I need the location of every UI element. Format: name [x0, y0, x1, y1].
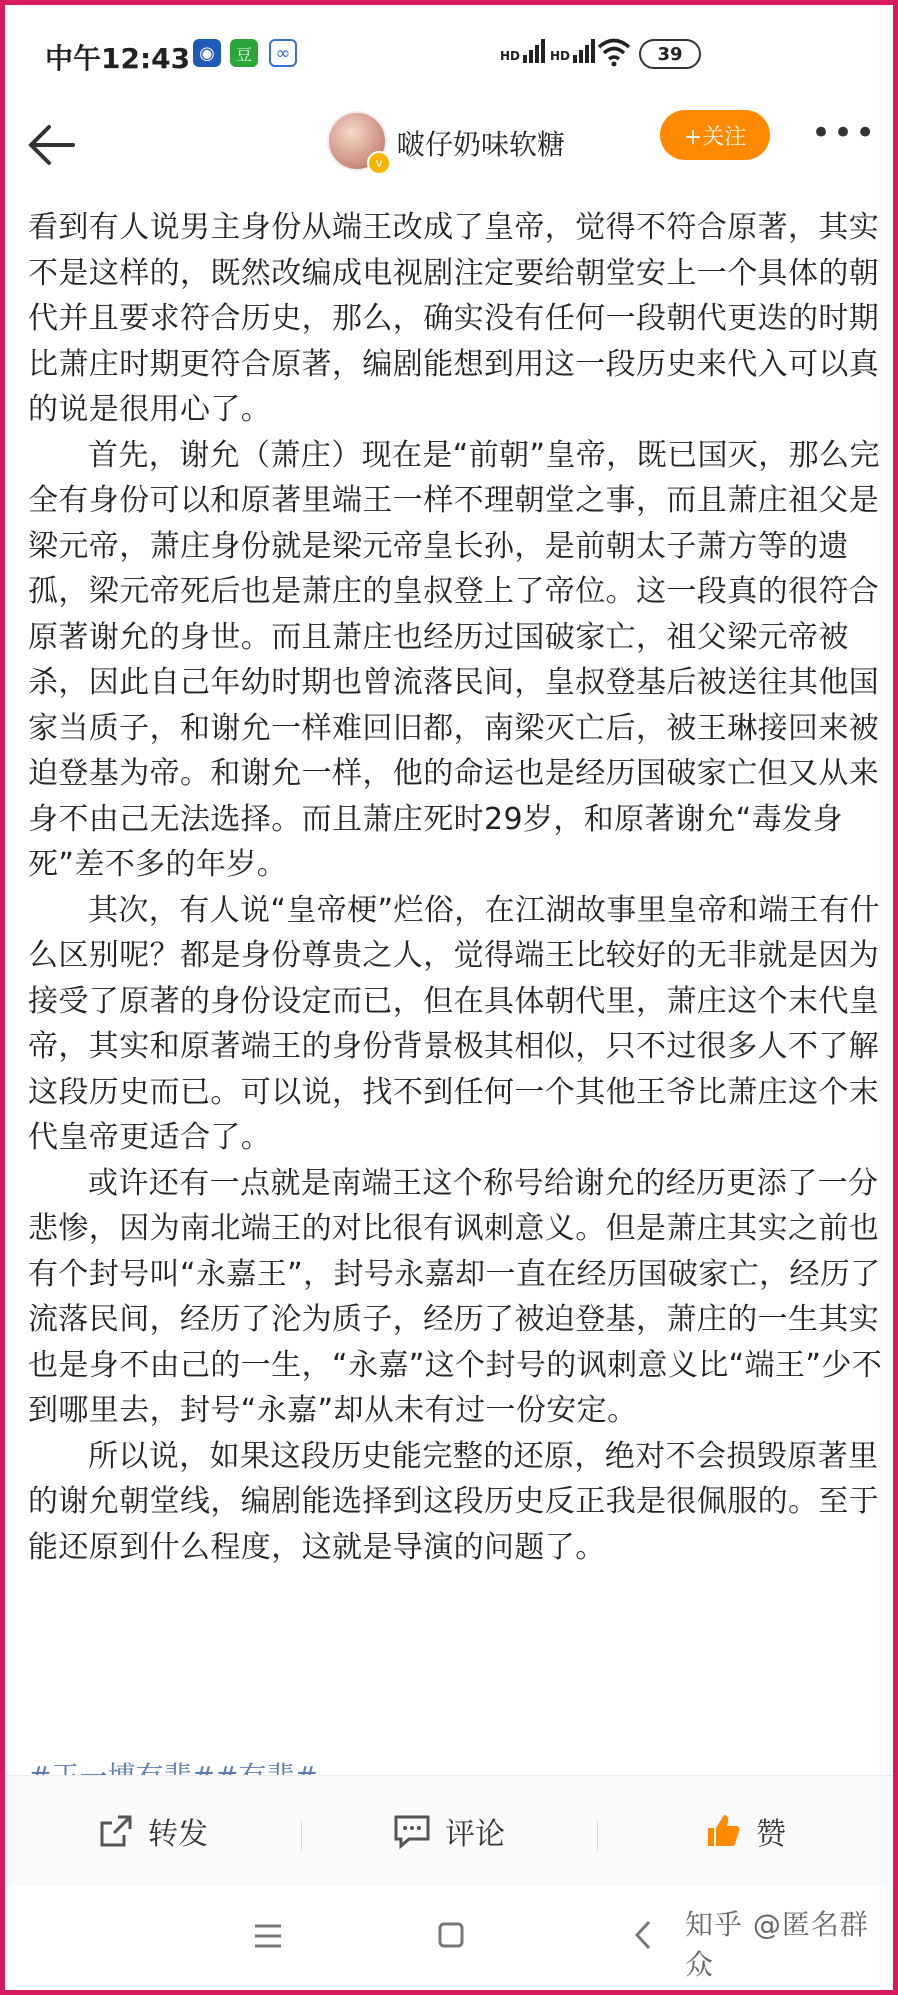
- post-header: [5, 105, 893, 185]
- status-time: 中午12:43: [45, 42, 191, 75]
- signal-1: [500, 35, 545, 63]
- network-label-1: HD: [500, 49, 521, 63]
- share-icon: [98, 1813, 134, 1849]
- paragraph: 所以说，如果这段历史能完整的还原，绝对不会损毁原著里的谢允朝堂线，编剧能选择到这段历史反正我是很佩服的。至于能还原到什么程度，这就是导演的问题了。: [28, 1438, 880, 1565]
- app-icon-outline: ∞: [269, 39, 297, 67]
- username[interactable]: 啵仔奶味软糖: [397, 128, 566, 161]
- comment-label: 评论: [445, 1817, 505, 1852]
- like-button[interactable]: [597, 1809, 893, 1853]
- screen: [5, 5, 893, 1990]
- like-label: 赞: [756, 1817, 786, 1852]
- comment-button[interactable]: [301, 1809, 597, 1853]
- post-body: [28, 205, 888, 1570]
- action-bar: [5, 1775, 893, 1886]
- signal-2: [550, 35, 595, 63]
- repost-button[interactable]: [5, 1809, 301, 1853]
- battery-indicator: 39: [639, 39, 701, 69]
- back-nav-icon[interactable]: [633, 1919, 653, 1951]
- back-arrow-icon[interactable]: [23, 115, 83, 175]
- more-icon[interactable]: •••: [811, 113, 878, 153]
- wifi-icon: [597, 37, 631, 67]
- network-label-2: HD: [550, 49, 571, 63]
- thumbs-up-icon: [704, 1812, 742, 1850]
- verified-badge-icon: v: [367, 151, 391, 175]
- hashtags[interactable]: [28, 1753, 318, 1775]
- paragraph: 首先，谢允（萧庄）现在是“前朝”皇帝，既已国灭，那么完全有身份可以和原著里端王一样不理朝堂之事，而且萧庄祖父是梁元帝，萧庄身份就是梁元帝皇长孙，是前朝太子萧方等的遗孤，梁元帝死后也是萧庄的皇叔登上了帝位。这一段真的很符合原著谢允的身世。而且萧庄也经历过国破家亡，祖父梁元帝被杀，因此自己年幼时期也曾流落民间，皇叔登基后被送往其他国家当质子，和谢允一样难回旧都，南梁灭亡后，被王琳接回来被迫登基为帝。和谢允一样，他的命运也是经历国破家亡但又从来身不由己无法选择。而且萧庄死时29岁，和原著谢允“毒发身死”差不多的年岁。: [28, 437, 880, 882]
- comment-icon: [393, 1813, 431, 1849]
- paragraph: 或许还有一点就是南端王这个称号给谢允的经历更添了一分悲惨，因为南北端王的对比很有讽刺意义。但是萧庄其实之前也有个封号叫“永嘉王”，封号永嘉却一直在经历国破家亡，经历了流落民间，经历了沦为质子，经历了被迫登基，萧庄的一生其实也是身不由己的一生，“永嘉”这个封号的讽刺意义比“端王”少不到哪里去，封号“永嘉”却从未有过一份安定。: [28, 1165, 883, 1428]
- douban-icon: 豆: [230, 39, 258, 67]
- follow-button[interactable]: +关注: [660, 110, 770, 160]
- paragraph: 其次，有人说“皇帝梗”烂俗，在江湖故事里皇帝和端王有什么区别呢？都是身份尊贵之人，觉得端王比较好的无非就是因为接受了原著的身份设定而已，但在具体朝代里，萧庄这个末代皇帝，其实和原著端王的身份背景极其相似，只不过很多人不了解这段历史而已。可以说，找不到任何一个其他王爷比萧庄这个末代皇帝更适合了。: [28, 892, 880, 1155]
- home-icon[interactable]: [437, 1921, 465, 1949]
- menu-icon[interactable]: [253, 1923, 283, 1949]
- repost-label: 转发: [148, 1817, 208, 1852]
- signal-bars-icon: [523, 35, 545, 63]
- watermark: 知乎 @匿名群众: [685, 1908, 869, 1981]
- app-icon-blue: ◉: [193, 39, 221, 67]
- status-bar: [5, 5, 893, 105]
- paragraph: 看到有人说男主身份从端王改成了皇帝，觉得不符合原著，其实不是这样的，既然改编成电视剧注定要给朝堂安上一个具体的朝代并且要求符合历史，那么，确实没有任何一段朝代更迭的时期比萧庄时期更符合原著，编剧能想到用这一段历史来代入可以真的说是很用心了。: [28, 210, 880, 427]
- signal-bars-icon: [573, 35, 595, 63]
